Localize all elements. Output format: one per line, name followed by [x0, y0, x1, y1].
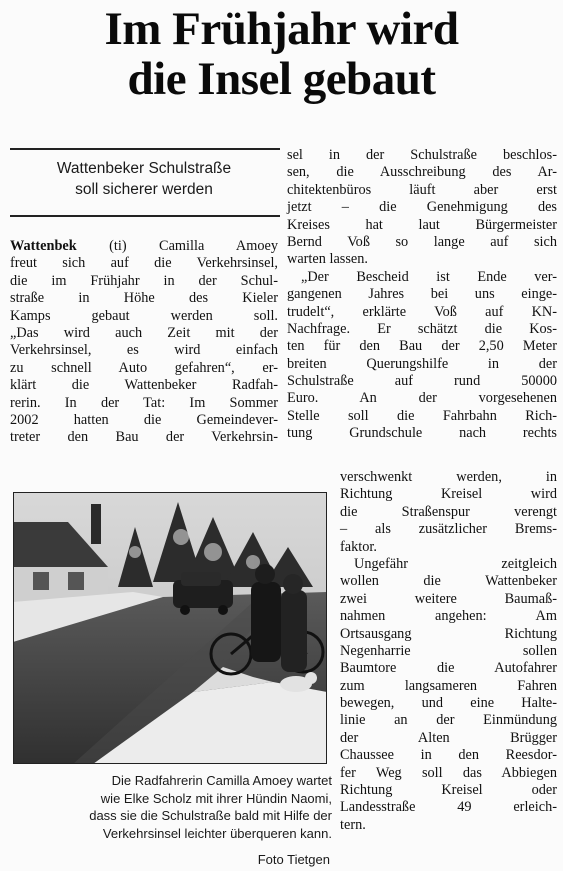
body-line: Kamps gebaut werden soll.	[10, 307, 278, 324]
body-line: jetzt – die Genehmigung des	[287, 199, 557, 216]
body-line: tung Grundschule nach rechts	[287, 425, 557, 442]
subhead-bottom-rule	[10, 215, 280, 217]
body-line: Nachfrage. Er schätzt die Kos-	[287, 320, 557, 337]
body-line: klärt die Wattenbeker Radfah-	[10, 377, 278, 394]
body-line: zu schnell Auto gefahren“, er-	[10, 359, 278, 376]
body-line: sel in der Schulstraße beschlos-	[287, 147, 557, 163]
body-line: trudelt“, erklärte Voß auf KN-	[287, 303, 557, 320]
body-line: Euro. An der vorgesehenen	[287, 390, 557, 407]
body-line: straße in Höhe des Kieler	[10, 290, 278, 307]
body-line: 2002 hatten die Gemeindever-	[10, 411, 278, 428]
body-line: freut sich auf die Verkehrsinsel,	[10, 255, 278, 272]
headline	[0, 4, 563, 104]
caption-line: dass sie die Schulstraße bald mit Hilfe der	[89, 808, 332, 823]
subhead-top-rule	[10, 148, 280, 150]
body-line: Stelle soll die Fahrbahn Rich-	[287, 407, 557, 424]
body-line: – als zusätzlicher Brems-	[340, 521, 557, 538]
body-line: zum langsameren Fahren	[340, 677, 557, 694]
body-line: Chaussee in den Reesdor-	[340, 747, 557, 764]
body-line: „Das wird auch Zeit mit der	[10, 324, 278, 341]
subhead-line-2: soll sicherer werden	[75, 181, 213, 198]
body-line: breiten Querungshilfe in der	[287, 355, 557, 372]
body-line: „Der Bescheid ist Ende ver-	[301, 268, 557, 285]
subhead-line-1: Wattenbeker Schulstraße	[56, 160, 232, 177]
headline-line-2: die Insel gebaut	[127, 53, 436, 105]
dateline: Wattenbek	[10, 238, 77, 254]
article-column-2-continued	[340, 469, 557, 834]
photo-caption	[10, 772, 332, 842]
body-line: gangenen Jahres bei uns einge-	[287, 286, 557, 303]
subhead	[10, 158, 278, 200]
caption-line: wie Elke Scholz mit ihrer Hündin Naomi,	[100, 790, 332, 806]
caption-line: Verkehrsinsel leichter überqueren kann.	[102, 825, 332, 841]
body-line: Schulstraße auf rund 50000	[287, 373, 557, 390]
body-line: Baumtore die Autofahrer	[340, 660, 557, 677]
body-line: tern.	[340, 816, 366, 833]
body-line: faktor.	[340, 538, 377, 555]
body-line: (ti) Camilla Amoey	[109, 238, 279, 254]
body-line: Richtung Kreisel oder	[340, 782, 557, 799]
headline-line-1: Im Frühjahr wird	[104, 3, 459, 55]
body-line: rerin. In der Tat: Im Sommer	[10, 394, 278, 411]
body-line: Bernd Voß so lange auf sich	[287, 233, 557, 250]
body-line: fer Weg soll das Abbiegen	[340, 764, 557, 781]
body-line: Richtung Kreisel wird	[340, 486, 557, 503]
body-line: die Straßenspur verengt	[340, 503, 557, 520]
body-line: Landesstraße 49 erleich-	[340, 799, 557, 816]
body-line: die im Frühjahr in der Schul-	[10, 272, 278, 289]
body-line: treter den Bau der Verkehrsin-	[10, 429, 278, 446]
body-line: sen, die Ausschreibung des Ar-	[287, 164, 557, 181]
body-line: zwei weitere Baumaß-	[340, 590, 557, 607]
body-line: nahmen angehen: Am	[340, 608, 557, 625]
body-line: Negenharrie sollen	[340, 642, 557, 659]
body-line: bewegen, und eine Halte-	[340, 695, 557, 712]
body-line: Verkehrsinsel, es wird einfach	[10, 342, 278, 359]
body-line: chitektenbüros läuft aber erst	[287, 181, 557, 198]
body-line: wollen die Wattenbeker	[340, 573, 557, 590]
body-line: der Alten Brügger	[340, 729, 557, 746]
body-line: verschwenkt werden, in	[340, 469, 557, 485]
body-line: ten für den Bau der 2,50 Meter	[287, 338, 557, 355]
article-column-2	[287, 147, 557, 443]
caption-line: Die Radfahrerin Camilla Amoey wartet	[111, 773, 332, 788]
photo-credit: Foto Tietgen	[257, 852, 330, 867]
news-photo	[13, 492, 327, 764]
body-line: Ortsausgang Richtung	[340, 625, 557, 642]
body-line: Ungefähr zeitgleich	[354, 555, 557, 572]
body-line: linie an der Einmündung	[340, 712, 557, 729]
body-line: warten lassen.	[287, 251, 368, 268]
article-column-1	[10, 238, 278, 447]
body-line: Kreises hat laut Bürgermeister	[287, 216, 557, 233]
